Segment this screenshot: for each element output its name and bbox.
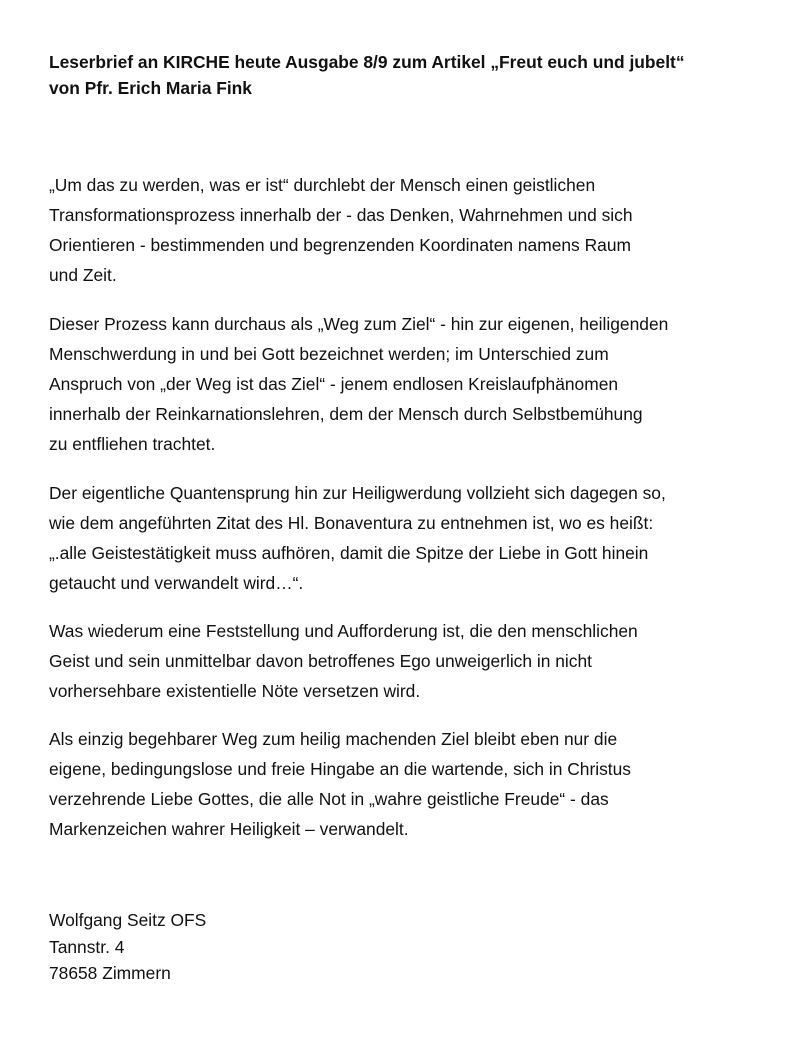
text-line: getaucht und verwandelt wird…“.	[49, 573, 304, 593]
letter-heading	[49, 49, 769, 101]
paragraph-4	[49, 616, 779, 706]
text-line: innerhalb der Reinkarnationslehren, dem der Mensch durch Selbstbemühung	[49, 404, 643, 424]
heading-line: von Pfr. Erich Maria Fink	[49, 78, 252, 98]
text-line: wie dem angeführten Zitat des Hl. Bonaventura zu entnehmen ist, wo es heißt:	[49, 513, 654, 533]
paragraph-2	[49, 309, 779, 459]
sender-city: 78658 Zimmern	[49, 963, 171, 983]
text-line: eigene, bedingungslose und freie Hingabe an die wartende, sich in Christus	[49, 759, 632, 779]
text-line: zu entfliehen trachtet.	[49, 434, 216, 454]
text-line: Anspruch von „der Weg ist das Ziel“ - jenem endlosen Kreislaufphänomen	[49, 374, 619, 394]
text-line: Markenzeichen wahrer Heiligkeit – verwandelt.	[49, 819, 409, 839]
text-line: Menschwerdung in und bei Gott bezeichnet werden; im Unterschied zum	[49, 344, 609, 364]
sender-street: Tannstr. 4	[49, 936, 125, 957]
sender-name: Wolfgang Seitz OFS	[49, 910, 207, 930]
heading-line: Leserbrief an KIRCHE heute Ausgabe 8/9 zum Artikel „Freut euch und jubelt“	[49, 52, 685, 72]
text-line: Orientieren - bestimmenden und begrenzenden Koordinaten namens Raum	[49, 235, 631, 255]
text-line: Der eigentliche Quantensprung hin zur Heiligwerdung vollzieht sich dagegen so,	[49, 483, 666, 503]
text-line: vorhersehbare existentielle Nöte versetzen wird.	[49, 681, 421, 701]
text-line: verzehrende Liebe Gottes, die alle Not in „wahre geistliche Freude“ - das	[49, 789, 609, 809]
text-line: „Um das zu werden, was er ist“ durchlebt der Mensch einen geistlichen	[49, 175, 596, 195]
text-line: Dieser Prozess kann durchaus als „Weg zum Ziel“ - hin zur eigenen, heiligenden	[49, 314, 669, 334]
text-line: Transformationsprozess innerhalb der - das Denken, Wahrnehmen und sich	[49, 205, 633, 225]
text-line: „.alle Geistestätigkeit muss aufhören, damit die Spitze der Liebe in Gott hinein	[49, 543, 649, 563]
text-line: Geist und sein unmittelbar davon betroffenes Ego unweigerlich in nicht	[49, 651, 592, 671]
paragraph-1	[49, 170, 779, 290]
paragraph-3	[49, 478, 779, 598]
text-line: Was wiederum eine Feststellung und Aufforderung ist, die den menschlichen	[49, 621, 638, 641]
text-line: Als einzig begehbarer Weg zum heilig machenden Ziel bleibt eben nur die	[49, 729, 618, 749]
signature-block	[49, 907, 206, 987]
paragraph-5	[49, 724, 779, 844]
text-line: und Zeit.	[49, 265, 117, 285]
